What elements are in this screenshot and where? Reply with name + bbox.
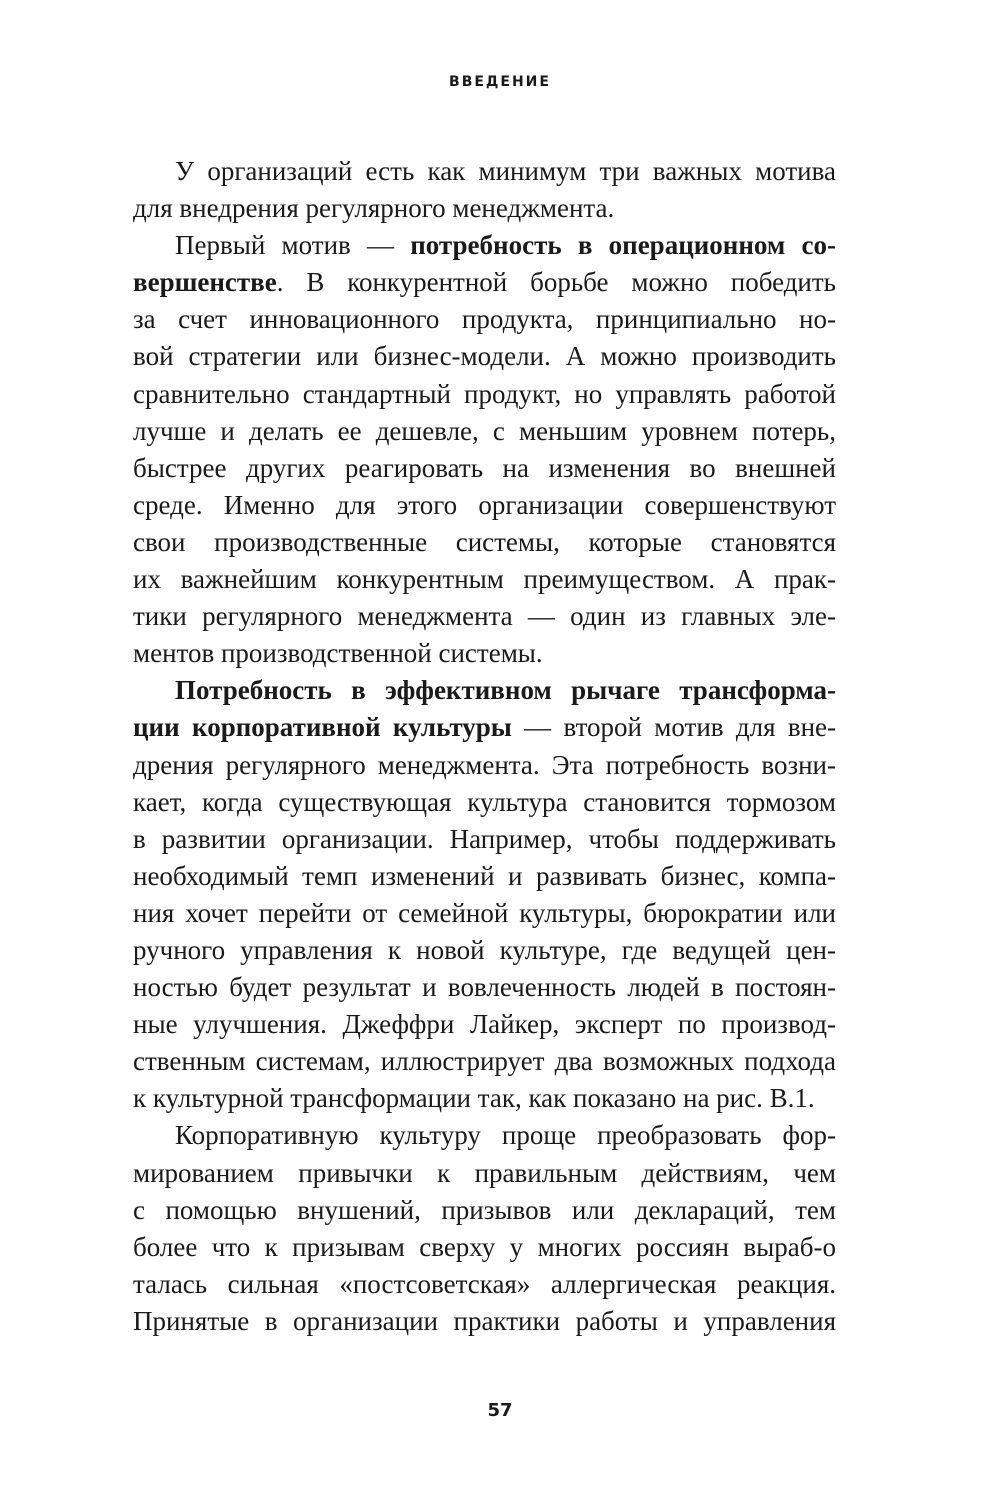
paragraph-2-line-4: вой стратегии или бизнес-модели. А можно производить bbox=[133, 341, 836, 372]
paragraph-3-line-5: в развитии организации. Например, чтобы поддерживать bbox=[133, 823, 836, 854]
paragraph-1-line-1: У организаций есть как минимум три важных мотива bbox=[175, 156, 836, 186]
paragraph-3-emphasis: ции корпоративной культуры bbox=[133, 712, 512, 743]
paragraph-2-line-8: среде. Именно для этого организации совершенствуют bbox=[133, 489, 836, 520]
paragraph-2-line-7: быстрее других реагировать на изменения во внешней bbox=[133, 452, 836, 483]
paragraph-3-line-9: ностью будет результат и вовлеченность людей в постоян- bbox=[133, 972, 836, 1003]
paragraph-3-line-2 bbox=[133, 709, 836, 746]
paragraph-3-line-3: дрения регулярного менеджмента. Эта потребность возни- bbox=[133, 749, 836, 780]
paragraph-3-line-4: кает, когда существующая культура становится тормозом bbox=[133, 786, 836, 817]
paragraph-3-line-1: Потребность в эффективном рычаге трансформа- bbox=[175, 675, 836, 706]
paragraph-4-line-2: мированием привычки к правильным действиям, чем bbox=[133, 1157, 836, 1188]
page-number: 57 bbox=[487, 1400, 513, 1421]
paragraph-4-line-5: талась сильная «постсоветская» аллергическая реакция. bbox=[133, 1268, 836, 1299]
running-head: ВВЕДЕНИЕ bbox=[449, 74, 551, 90]
body-text bbox=[133, 153, 836, 1340]
paragraph-3-line-7: ния хочет перейти от семейной культуры, бюрократии или bbox=[133, 897, 836, 928]
paragraph-2-emphasis-2: вершенстве bbox=[133, 267, 277, 298]
paragraph-3-line-12: к культурной трансформации так, как показано на рис. В.1. bbox=[133, 1083, 815, 1114]
paragraph-3-line-11: ственным системам, иллюстрирует два возможных подхода bbox=[133, 1046, 836, 1077]
paragraph-4-line-4: более что к призывам сверху у многих россиян выраб-о bbox=[133, 1231, 836, 1262]
paragraph-2-line-1-part-1: Первый мотив — bbox=[175, 230, 411, 261]
paragraph-3-line-2-part-2: — второй мотив для вне- bbox=[511, 712, 836, 743]
paragraph-3-line-6: необходимый темп изменений и развивать бизнес, компа- bbox=[133, 860, 836, 891]
paragraph-2-emphasis-1: потребность в операционном со- bbox=[410, 230, 836, 261]
paragraph-2-line-10: их важнейшим конкурентным преимуществом. А прак- bbox=[133, 564, 836, 595]
paragraph-1-line-2: для внедрения регулярного менеджмента. bbox=[133, 193, 615, 224]
paragraph-4-line-3: с помощью внушений, призывов или деклараций, тем bbox=[133, 1194, 836, 1225]
paragraph-2-line-3: за счет инновационного продукта, принципиально но- bbox=[133, 304, 836, 335]
paragraph-4-line-1: Корпоративную культуру проще преобразовать фор- bbox=[175, 1120, 836, 1151]
paragraph-3-line-8: ручного управления к новой культуре, где ведущей цен- bbox=[133, 934, 836, 965]
paragraph-2-line-12: ментов производственной системы. bbox=[133, 638, 543, 669]
paragraph-2-line-2 bbox=[133, 264, 836, 301]
paragraph-2-line-9: свои производственные системы, которые становятся bbox=[133, 526, 836, 557]
paragraph-2-line-5: сравнительно стандартный продукт, но управлять работой bbox=[133, 378, 836, 409]
paragraph-2-line-6: лучше и делать ее дешевле, с меньшим уровнем потерь, bbox=[133, 415, 836, 446]
paragraph-2-line-1 bbox=[133, 227, 836, 264]
paragraph-2-line-11: тики регулярного менеджмента — один из главных эле- bbox=[133, 601, 836, 632]
paragraph-4-line-6: Принятые в организации практики работы и управления bbox=[133, 1305, 836, 1336]
paragraph-3-line-10: ные улучшения. Джеффри Лайкер, эксперт по производ- bbox=[133, 1009, 836, 1040]
paragraph-2-line-2-part-2: . В конкурентной борьбе можно победить bbox=[276, 267, 836, 298]
